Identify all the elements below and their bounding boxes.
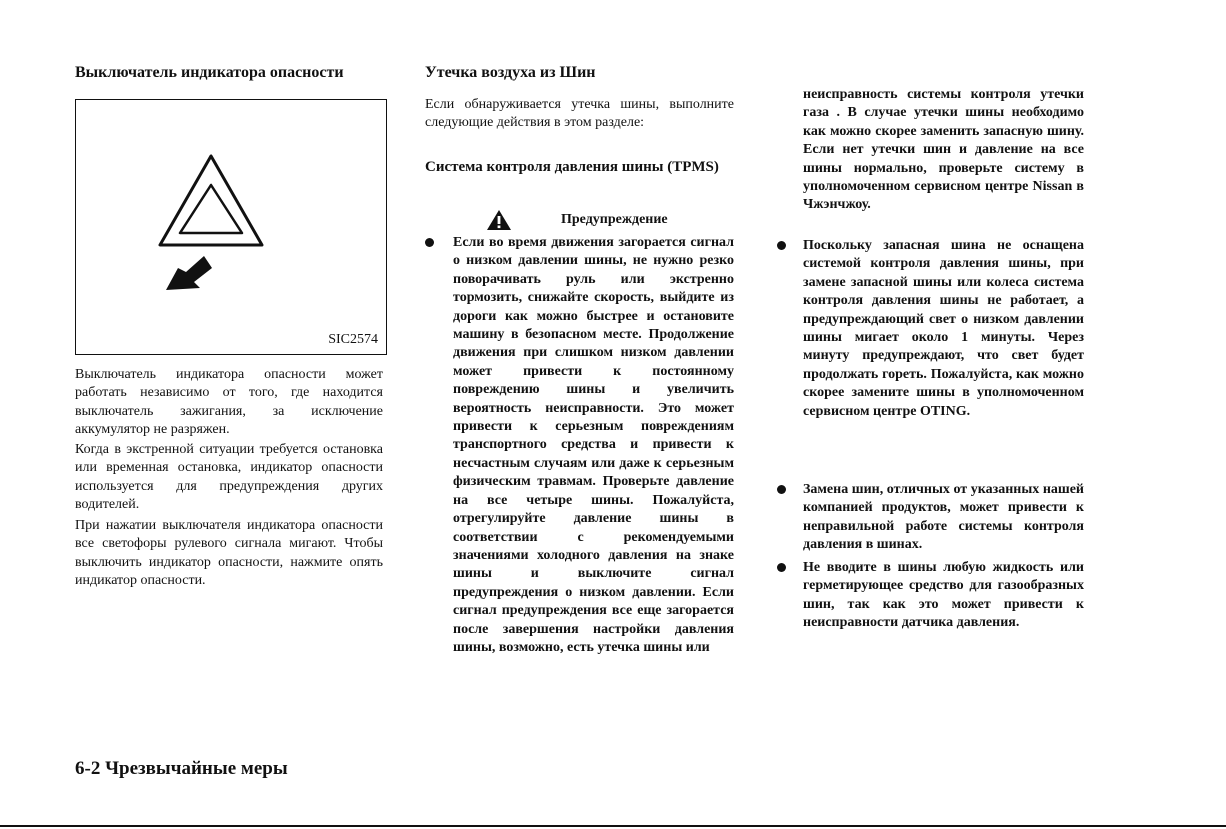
tire-leak-heading: Утечка воздуха из Шин xyxy=(425,64,596,81)
warning-title: Предупреждение xyxy=(561,212,668,227)
bullet-icon xyxy=(777,485,786,494)
bullet-icon xyxy=(777,241,786,250)
bullet-icon xyxy=(425,238,434,247)
figure-code: SIC2574 xyxy=(328,332,378,347)
paragraph-1: Выключатель индикатора опасности может работать независимо от того, где находится выключатель зажигания, за исключение аккумулятор не разряжен. xyxy=(75,367,383,438)
warning-bullet-1: Если во время движения загорается сигнал о низком давлении шины, не нужно резко поворачивать руль или экстренно тормозить, снижайте скорость, выйдите из дороги как можно быстрее и остановите машину в безопасном месте. Продолжение движения при слишком низком давлении может привести к постоянному повреждению шины и увеличить вероятность неисправности. Это может привести к серьезным повреждениям транспортного средства и привести к несчастным случаям или даже к серьезным физическим травмам. Проверьте давление на все четыре шины. Пожалуйста, отрегулируйте давление шины в соответствии с рекомендуемыми значениями холодного давления на знаке шины и выключите сигнал предупреждения о низком давлении. Если сигнал предупреждения все еще загорается после завершения настройки давления шины, возможно, есть утечка шины или xyxy=(453,235,734,655)
tire-leak-intro: Если обнаруживается утечка шины, выполните следующие действия в этом разделе: xyxy=(425,97,734,131)
hazard-switch-heading: Выключатель индикатора опасности xyxy=(75,64,344,81)
warning-bullet-2: Поскольку запасная шина не оснащена системой контроля давления шины, при замене запасной шины или колеса система контроля давления шины не работает, а предупреждающий свет о низком давлении шины мигает около 1 минуты. Через минуту предупреждают, что свет будет продолжать гореть. Пожалуйста, как можно скорее замените шины в уполномоченном сервисном центре OTING. xyxy=(803,238,1084,419)
bottom-rule xyxy=(0,825,1226,827)
hazard-switch-figure xyxy=(75,99,387,355)
bullet-icon xyxy=(777,563,786,572)
pointer-arrow-icon xyxy=(166,256,212,290)
tpms-subheading: Система контроля давления шины (TPMS) xyxy=(425,159,719,175)
warning-continuation: неисправность системы контроля утечки газа . В случае утечки шины необходимо как можно скорее заменить запасную шину. Если нет утечки шин и давление на все шины нормально, проверьте систему в уполномоченном сервисном центре Nissan в Чжэнчжоу. xyxy=(803,87,1084,213)
hazard-triangle-icon xyxy=(76,100,388,356)
paragraph-3: При нажатии выключателя индикатора опасности все светофоры рулевого сигнала мигают. Чтобы выключить индикатор опасности, нажмите опять индикатор опасности. xyxy=(75,518,383,589)
paragraph-2: Когда в экстренной ситуации требуется остановка или временная остановка, индикатор опасности используется для предупреждения других водителей. xyxy=(75,442,383,513)
page-footer-label: 6-2 Чрезвычайные меры xyxy=(75,758,288,779)
warning-triangle-icon xyxy=(486,209,512,231)
warning-bullet-3: Замена шин, отличных от указанных нашей компанией продуктов, может привести к неправильной работе системы контроля давления в шинах. xyxy=(803,482,1084,553)
warning-bullet-4: Не вводите в шины любую жидкость или герметирующее средство для газообразных шин, так как это может привести к неисправности датчика давления. xyxy=(803,560,1084,631)
